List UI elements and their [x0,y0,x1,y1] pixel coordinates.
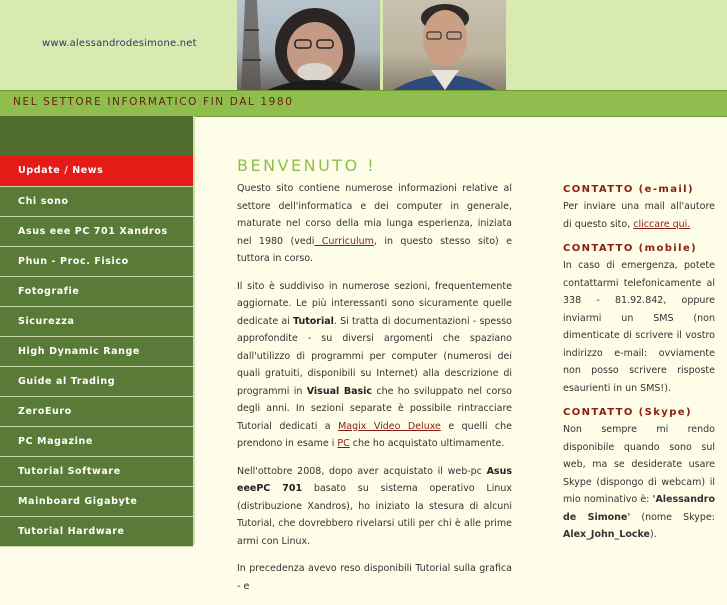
nav-item-sicurezza[interactable]: Sicurezza [0,307,193,337]
intro-text-b: , in questo stesso sito) e tuttora in corso. [237,235,512,264]
graphics-paragraph: In precedenza avevo reso disponibili Tutorial sulla grafica - e [237,563,512,592]
main-content [237,156,512,605]
skype-text-b: (nome Skype: [630,511,715,523]
sections-text-d: e quelli che prendono in esame i [237,420,512,449]
tutorial-bold: Tutorial [293,315,334,327]
sections-paragraph [237,278,512,453]
asus-text-a: Nell'ottobre 2008, dopo aver acquistato il web-pc [237,465,487,477]
tagline: NEL SETTORE INFORMATICO FIN DAL 1980 [13,96,294,108]
nav-item-trading[interactable]: Guide al Trading [0,367,193,397]
pc-link[interactable]: PC [337,438,350,449]
contact-email-title: CONTATTO (e-mail) [563,184,694,195]
welcome-title: BENVENUTO ! [237,156,377,175]
photo-eiffel-portrait [237,0,380,90]
nav-item-zeroeuro[interactable]: ZeroEuro [0,397,193,427]
contact-mobile-title: CONTATTO (mobile) [563,243,698,254]
nav-item-mainboard-gigabyte[interactable]: Mainboard Gigabyte [0,487,193,517]
sections-text-e: che ho acquistato ultimamente. [349,438,505,449]
contact-skype-title: CONTATTO (Skype) [563,407,692,418]
intro-text-a: Questo sito contiene numerose informazioni relative al settore dell'informatica e dei computer in generale, maturate nel corso della mia lunga esperienza, iniziata nel 1980 (vedi [237,183,512,247]
contact-email-link[interactable]: cliccare qui. [633,218,691,230]
nav-item-update-news[interactable]: Update / News [0,156,193,187]
asus-paragraph [237,463,512,551]
nav-item-asus-eee-pc[interactable]: Asus eee PC 701 Xandros [0,217,193,247]
sections-text-a: Il sito è suddiviso in numerose sezioni, frequentemente aggiornate. Le più interessanti sono sicuramente quelle dedicate ai [237,280,512,327]
skype-text-c: ). [649,529,657,540]
skype-text-a: Non sempre mi rendo disponibile quando sono sul web, ma se desiderate usare Skype (dispongo di webcam) il mio nominativo è: [563,424,715,505]
site-url[interactable]: www.alessandrodesimone.net [42,38,197,49]
asus-text-b: basato su sistema operativo Linux (distribuzione Xandros), ho iniziato la stesura di alcuni Tutorial, che dovrebbero rivelarsi utili per chi è alle prime armi con Linux. [237,483,512,547]
magix-video-deluxe-link[interactable]: Magix Video Deluxe [338,420,441,432]
sidebar-edge [193,116,195,545]
nav-item-pc-magazine[interactable]: PC Magazine [0,427,193,457]
sidebar-header-block [0,116,193,156]
nav-item-chi-sono[interactable]: Chi sono [0,187,193,217]
contact-skype-text [563,421,715,544]
nav-item-phun[interactable]: Phun - Proc. Fisico [0,247,193,277]
nav-item-tutorial-hardware[interactable]: Tutorial Hardware [0,517,193,547]
skype-id-bold: Alex_John_Locke [563,529,650,540]
contacts-column [563,184,715,554]
site-header [0,0,727,90]
sections-text-b: . Si tratta di documentazioni - spesso approfondite - su diversi argomenti che spaziano dall'utilizzo di programmi per computer (numerosi dei quali gratuiti, disponibili su Internet) alla descrizione di programmi in [237,315,512,397]
intro-paragraph [237,180,512,268]
skype-name-bold: 'Alessandro de Simone' [563,494,715,523]
contact-mobile-text: In caso di emergenza, potete contattarmi telefonicamente al 338 - 81.92.842, oppure inviarmi un SMS (non dimenticate di scrivere il vostro indirizzo e-mail: ovviamente non posso scrivere risposte esaurienti in un SMS!). [563,260,715,394]
nav-item-fotografie[interactable]: Fotografie [0,277,193,307]
sections-text-c: che ho sviluppato nel corso degli anni. In sezioni separate è possibile rintracciare Tutorial dedicati a [237,385,512,432]
tagline-bar [0,90,727,117]
nav-item-tutorial-software[interactable]: Tutorial Software [0,457,193,487]
sidebar-nav [0,156,193,547]
nav-item-hdr[interactable]: High Dynamic Range [0,337,193,367]
asus-bold: Asus eeePC 701 [237,465,512,494]
contact-email-text [563,198,715,233]
photo-portrait [383,0,506,90]
visual-basic-bold: Visual Basic [306,385,373,397]
curriculum-link[interactable]: Curriculum [314,235,374,247]
contact-email-desc: Per inviare una mail all'autore di questo sito, [563,201,715,230]
